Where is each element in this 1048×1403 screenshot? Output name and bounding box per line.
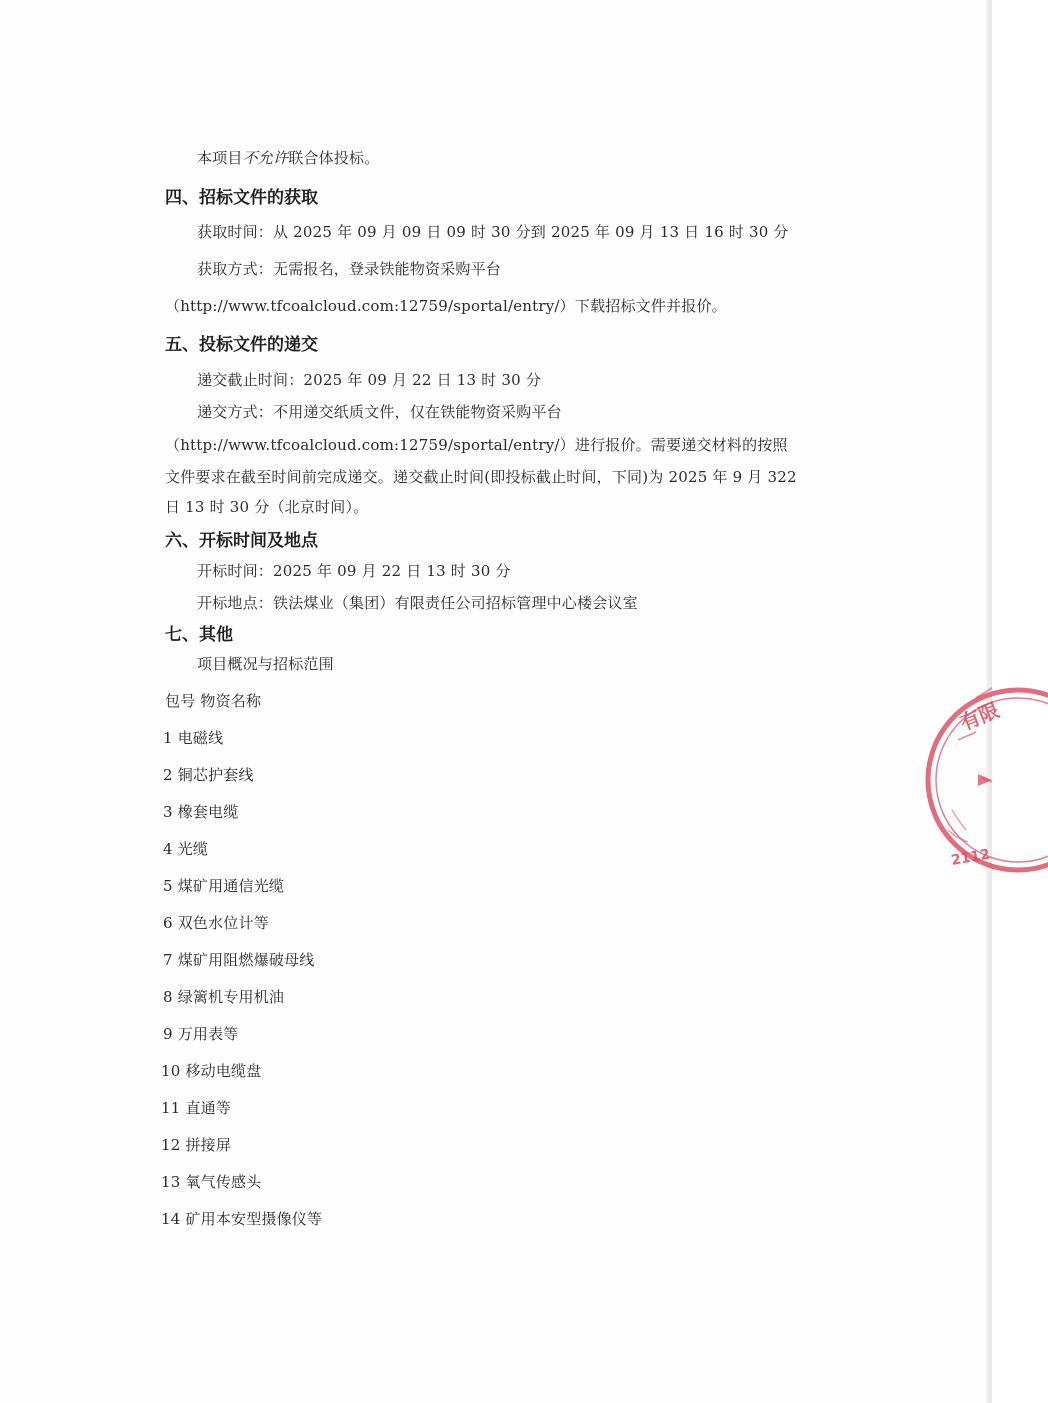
package-item: 3 橡套电缆 (163, 803, 239, 821)
joint-bid-prefix: 本项目 (197, 149, 243, 167)
package-item: 13 氧气传感头 (161, 1173, 262, 1191)
project-overview-subtitle: 项目概况与招标范围 (197, 655, 334, 673)
package-item: 10 移动电缆盘 (161, 1062, 262, 1080)
submission-method-line-2: （http://www.tfcoalcloud.com:12759/sportal/entry/）进行报价。需要递交材料的按照 (165, 436, 788, 454)
package-item: 9 万用表等 (163, 1025, 239, 1043)
package-item: 12 拼接屏 (161, 1136, 232, 1154)
package-table-header: 包号 物资名称 (165, 692, 262, 710)
package-item: 1 电磁线 (163, 729, 224, 747)
opening-time: 开标时间：2025 年 09 月 22 日 13 时 30 分 (197, 562, 511, 580)
acquisition-time: 获取时间：从 2025 年 09 月 09 日 09 时 30 分到 2025 年 09 月 13 日 16 时 30 分 (197, 223, 789, 241)
seal-text-bottom: 2112 (950, 846, 992, 869)
package-item: 6 双色水位计等 (163, 914, 269, 932)
joint-bid-statement (197, 147, 379, 168)
section-6-heading: 六、开标时间及地点 (165, 531, 318, 551)
submission-method-line-3: 文件要求在截至时间前完成递交。递交截止时间(即投标截止时间，下同)为 2025 年 9 月 322 (165, 468, 797, 486)
section-5-heading: 五、投标文件的递交 (165, 335, 318, 355)
joint-bid-suffix: 联合体投标。 (288, 149, 380, 167)
opening-place: 开标地点：铁法煤业（集团）有限责任公司招标管理中心楼会议室 (197, 594, 638, 612)
seal-graphic (938, 680, 1048, 880)
section-4-heading: 四、招标文件的获取 (165, 188, 318, 208)
package-item: 5 煤矿用通信光缆 (163, 877, 285, 895)
acquisition-method-line-2: （http://www.tfcoalcloud.com:12759/sportal/entry/）下载招标文件并报价。 (165, 297, 727, 315)
seal-text-top: 有限 (956, 697, 1003, 736)
package-item: 4 光缆 (163, 840, 209, 858)
package-item: 8 绿篱机专用机油 (163, 988, 285, 1006)
joint-bid-emphasis: 不允许 (242, 149, 289, 167)
package-item: 2 铜芯护套线 (163, 766, 254, 784)
submission-deadline: 递交截止时间：2025 年 09 月 22 日 13 时 30 分 (197, 371, 542, 389)
company-seal (938, 680, 1003, 880)
package-item: 7 煤矿用阻燃爆破母线 (163, 951, 315, 969)
package-item: 11 直通等 (161, 1099, 232, 1117)
package-item: 14 矿用本安型摄像仪等 (161, 1210, 323, 1228)
acquisition-method-line-1: 获取方式：无需报名，登录铁能物资采购平台 (197, 260, 502, 278)
submission-method-line-4: 日 13 时 30 分（北京时间）。 (165, 498, 369, 516)
section-7-heading: 七、其他 (165, 625, 233, 645)
submission-method-line-1: 递交方式：不用递交纸质文件，仅在铁能物资采购平台 (197, 403, 562, 421)
